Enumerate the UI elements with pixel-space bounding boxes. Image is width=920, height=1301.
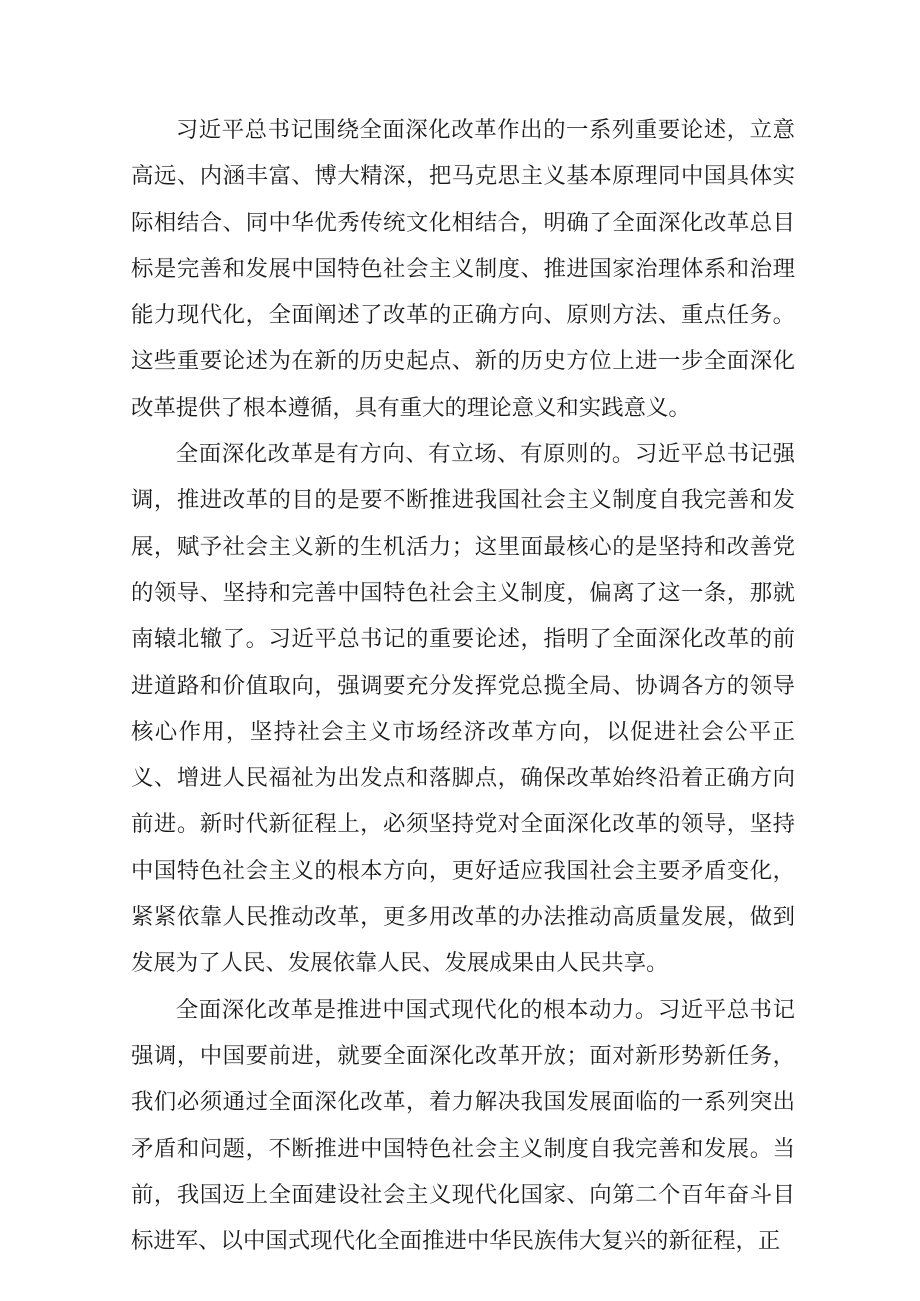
paragraph-1: 习近平总书记围绕全面深化改革作出的一系列重要论述，立意高远、内涵丰富、博大精深，把马克思主义基本原理同中国具体实际相结合、同中华优秀传统文化相结合，明确了全面深化改革总目标是完善和发展中国特色社会主义制度、推进国家治理体系和治理能力现代化，全面阐述了改革的正确方向、原则方法、重点任务。这些重要论述为在新的历史起点、新的历史方位上进一步全面深化改革提供了根本遵循，具有重大的理论意义和实践意义。 bbox=[131, 117, 795, 421]
document-body bbox=[131, 107, 795, 1264]
paragraph-2: 全面深化改革是有方向、有立场、有原则的。习近平总书记强调，推进改革的目的是要不断推进我国社会主义制度自我完善和发展，赋予社会主义新的生机活力；这里面最核心的是坚持和改善党的领导、坚持和完善中国特色社会主义制度，偏离了这一条，那就南辕北辙了。习近平总书记的重要论述，指明了全面深化改革的前进道路和价值取向，强调要充分发挥党总揽全局、协调各方的领导核心作用，坚持社会主义市场经济改革方向，以促进社会公平正义、增进人民福祉为出发点和落脚点，确保改革始终沿着正确方向前进。新时代新征程上，必须坚持党对全面深化改革的领导，坚持中国特色社会主义的根本方向，更好适应我国社会主要矛盾变化，紧紧依靠人民推动改革，更多用改革的办法推动高质量发展，做到发展为了人民、发展依靠人民、发展成果由人民共享。 bbox=[131, 441, 795, 977]
paragraph-3: 全面深化改革是推进中国式现代化的根本动力。习近平总书记强调，中国要前进，就要全面深化改革开放；面对新形势新任务，我们必须通过全面深化改革，着力解决我国发展面临的一系列突出矛盾和问题，不断推进中国特色社会主义制度自我完善和发展。当前，我国迈上全面建设社会主义现代化国家、向第二个百年奋斗目标进军、以中国式现代化全面推进中华民族伟大复兴的新征程，正 bbox=[131, 996, 795, 1255]
